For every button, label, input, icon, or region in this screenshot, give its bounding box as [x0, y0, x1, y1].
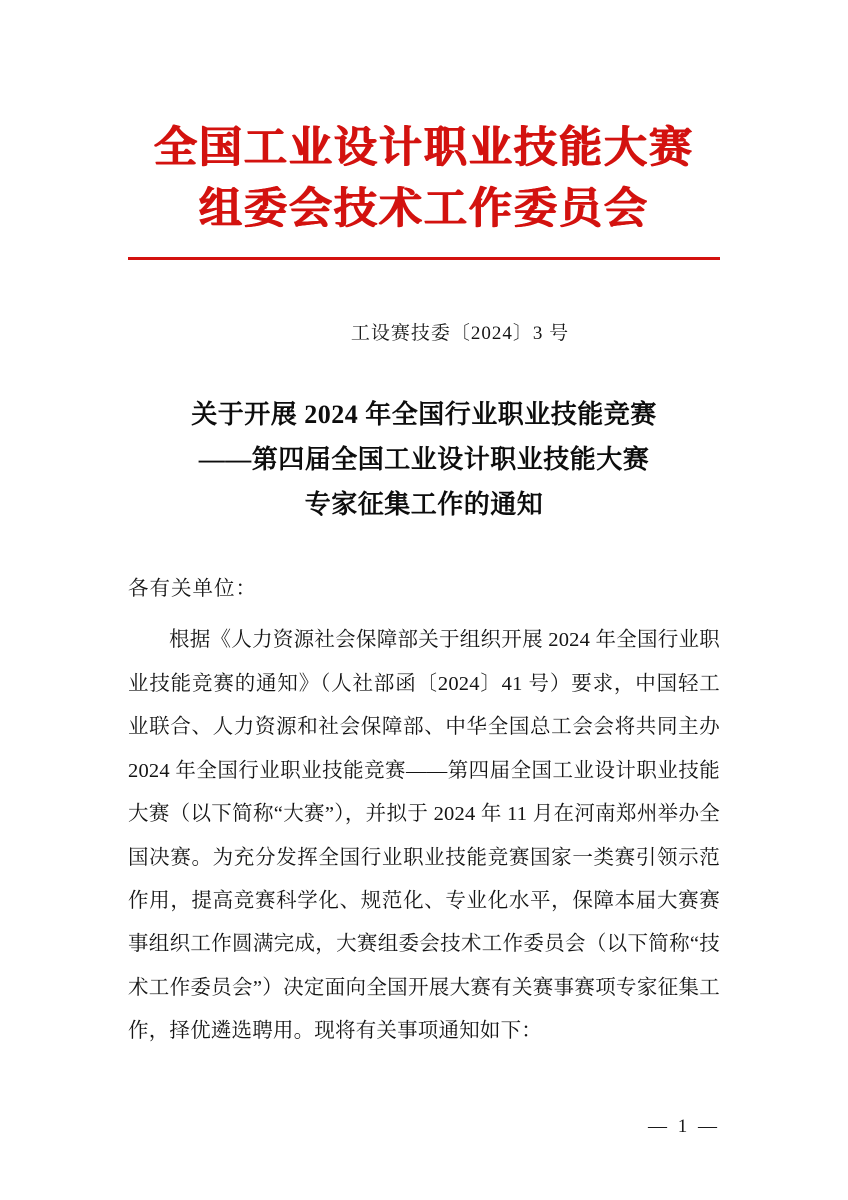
- salutation: 各有关单位：: [128, 578, 257, 601]
- document-title-line-2: ——第四届全国工业设计职业技能大赛: [198, 444, 650, 474]
- document-title: [128, 393, 720, 527]
- letterhead-divider: [128, 257, 720, 260]
- document-number: 工设赛技委〔2024〕3 号: [350, 323, 570, 345]
- letterhead-line-2: 组委会技术工作委员会: [199, 184, 649, 235]
- letterhead-line-1: 全国工业设计职业技能大赛: [154, 123, 694, 173]
- letterhead: [128, 118, 720, 260]
- document-title-line-1: 关于开展 2024 年全国行业职业技能竞赛: [191, 400, 657, 430]
- document-title-line-3: 专家征集工作的通知: [304, 489, 544, 519]
- page-number: — 1 —: [648, 1116, 720, 1137]
- body-paragraph-1: 根据《人力资源社会保障部关于组织开展 2024 年全国行业职业技能竞赛的通知》（人社部函〔2024〕41 号）要求，中国轻工业联合、人力资源和社会保障部、中华全国总工会会将共同主办 2024 年全国行业职业技能竞赛——第四届全国工业设计职业技能大赛（以下简称“大赛”），并拟于 2024 年 11 月在河南郑州举办全国决赛。为充分发挥全国行业职业技能竞赛国家一类赛引领示范作用，提高竞赛科学化、规范化、专业化水平，保障本届大赛赛事组织工作圆满完成，大赛组委会技术工作委员会（以下简称“技术工作委员会”）决定面向全国开展大赛有关赛事赛项专家征集工作，择优遴选聘用。现将有关事项通知如下：: [128, 629, 720, 1043]
